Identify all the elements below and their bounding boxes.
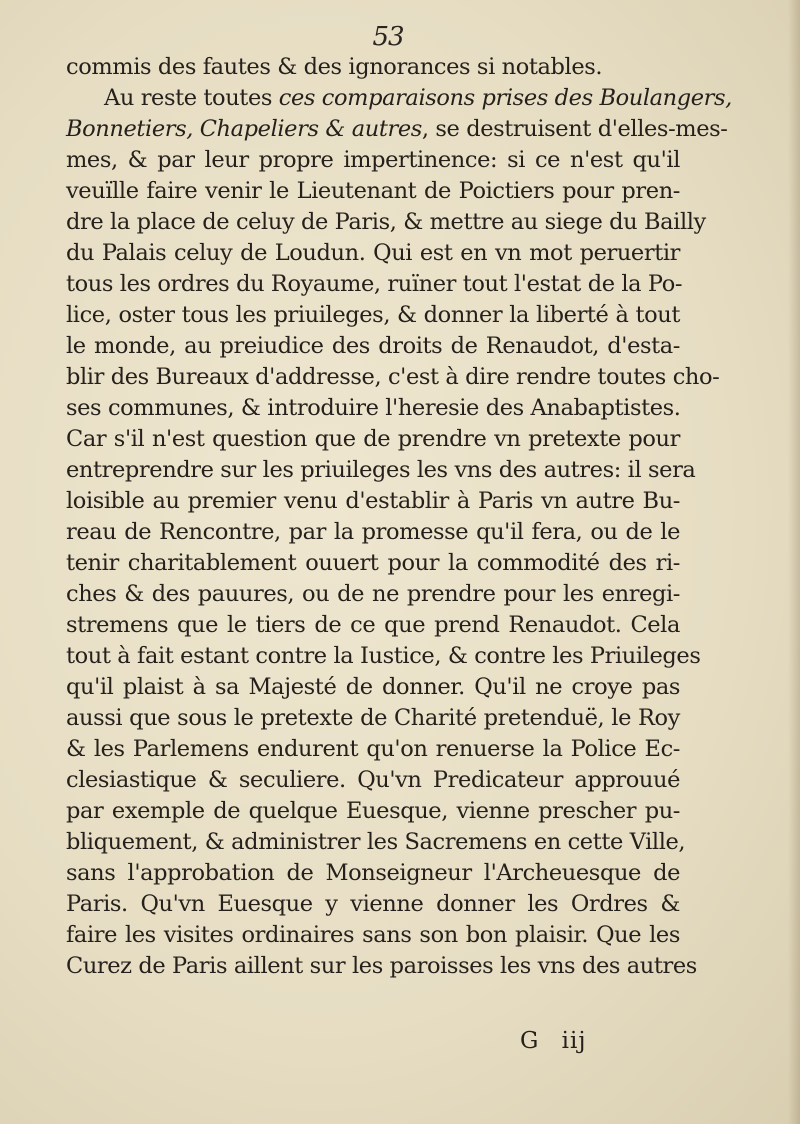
text-line: mes, & par leur propre impertinence: si ce n'est qu'il [66, 147, 680, 173]
body-text [66, 52, 732, 982]
text-line: aussi que sous le pretexte de Charité pretenduë, le Roy [66, 705, 680, 731]
text-line: tenir charitablement ouuert pour la commodité des ri- [66, 550, 680, 576]
text-line: dre la place de celuy de Paris, & mettre au siege du Bailly [66, 209, 706, 235]
text-line: qu'il plaist à sa Majesté de donner. Qu'il ne croye pas [66, 674, 680, 700]
text-line: reau de Rencontre, par la promesse qu'il fera, ou de le [66, 519, 680, 545]
text-line-roman: , se destruisent d'elles-mes- [421, 116, 728, 142]
text-line-roman: Au reste toutes [104, 85, 279, 111]
text-line: ses communes, & introduire l'heresie des Anabaptistes. [66, 395, 681, 421]
page-edge-shadow [788, 0, 800, 1124]
text-line: faire les visites ordinaires sans son bon plaisir. Que les [66, 922, 680, 948]
text-line: commis des fautes & des ignorances si notables. [66, 54, 603, 80]
text-line: veuïlle faire venir le Lieutenant de Poictiers pour pren- [66, 178, 680, 204]
text-line: tout à fait estant contre la Iustice, & contre les Priuileges [66, 643, 701, 669]
text-line: Curez de Paris aillent sur les paroisses les vns des autres [66, 953, 697, 979]
text-line: le monde, au preiudice des droits de Renaudot, d'esta- [66, 333, 680, 359]
signature-mark: G iij [520, 1028, 587, 1054]
text-line: sans l'approbation de Monseigneur l'Archeuesque de [66, 860, 680, 886]
text-line: bliquement, & administrer les Sacremens en cette Ville, [66, 829, 686, 855]
text-line: & les Parlemens endurent qu'on renuerse la Police Ec- [66, 736, 680, 762]
text-line: lice, oster tous les priuileges, & donner la liberté à tout [66, 302, 680, 328]
text-line: tous les ordres du Royaume, ruïner tout l'estat de la Po- [66, 271, 683, 297]
text-line: clesiastique & seculiere. Qu'vn Predicateur approuué [66, 767, 680, 793]
page-number: 53 [372, 22, 404, 52]
text-line: Car s'il n'est question que de prendre vn pretexte pour [66, 426, 680, 452]
text-line: du Palais celuy de Loudun. Qui est en vn mot peruertir [66, 240, 680, 266]
text-line [66, 83, 732, 114]
text-line-italic: ces comparaisons prises des Boulangers, [278, 85, 732, 111]
text-line: Paris. Qu'vn Euesque y vienne donner les Ordres & [66, 891, 680, 917]
text-line-italic: Bonnetiers, Chapeliers & autres [66, 116, 422, 142]
text-line: blir des Bureaux d'addresse, c'est à dire rendre toutes cho- [66, 364, 720, 390]
text-line: par exemple de quelque Euesque, vienne prescher pu- [66, 798, 680, 824]
text-line: stremens que le tiers de ce que prend Renaudot. Cela [66, 612, 680, 638]
text-line [66, 114, 728, 145]
text-line: ches & des pauures, ou de ne prendre pour les enregi- [66, 581, 680, 607]
text-line: entreprendre sur les priuileges les vns des autres: il sera [66, 457, 696, 483]
text-line: loisible au premier venu d'establir à Paris vn autre Bu- [66, 488, 680, 514]
